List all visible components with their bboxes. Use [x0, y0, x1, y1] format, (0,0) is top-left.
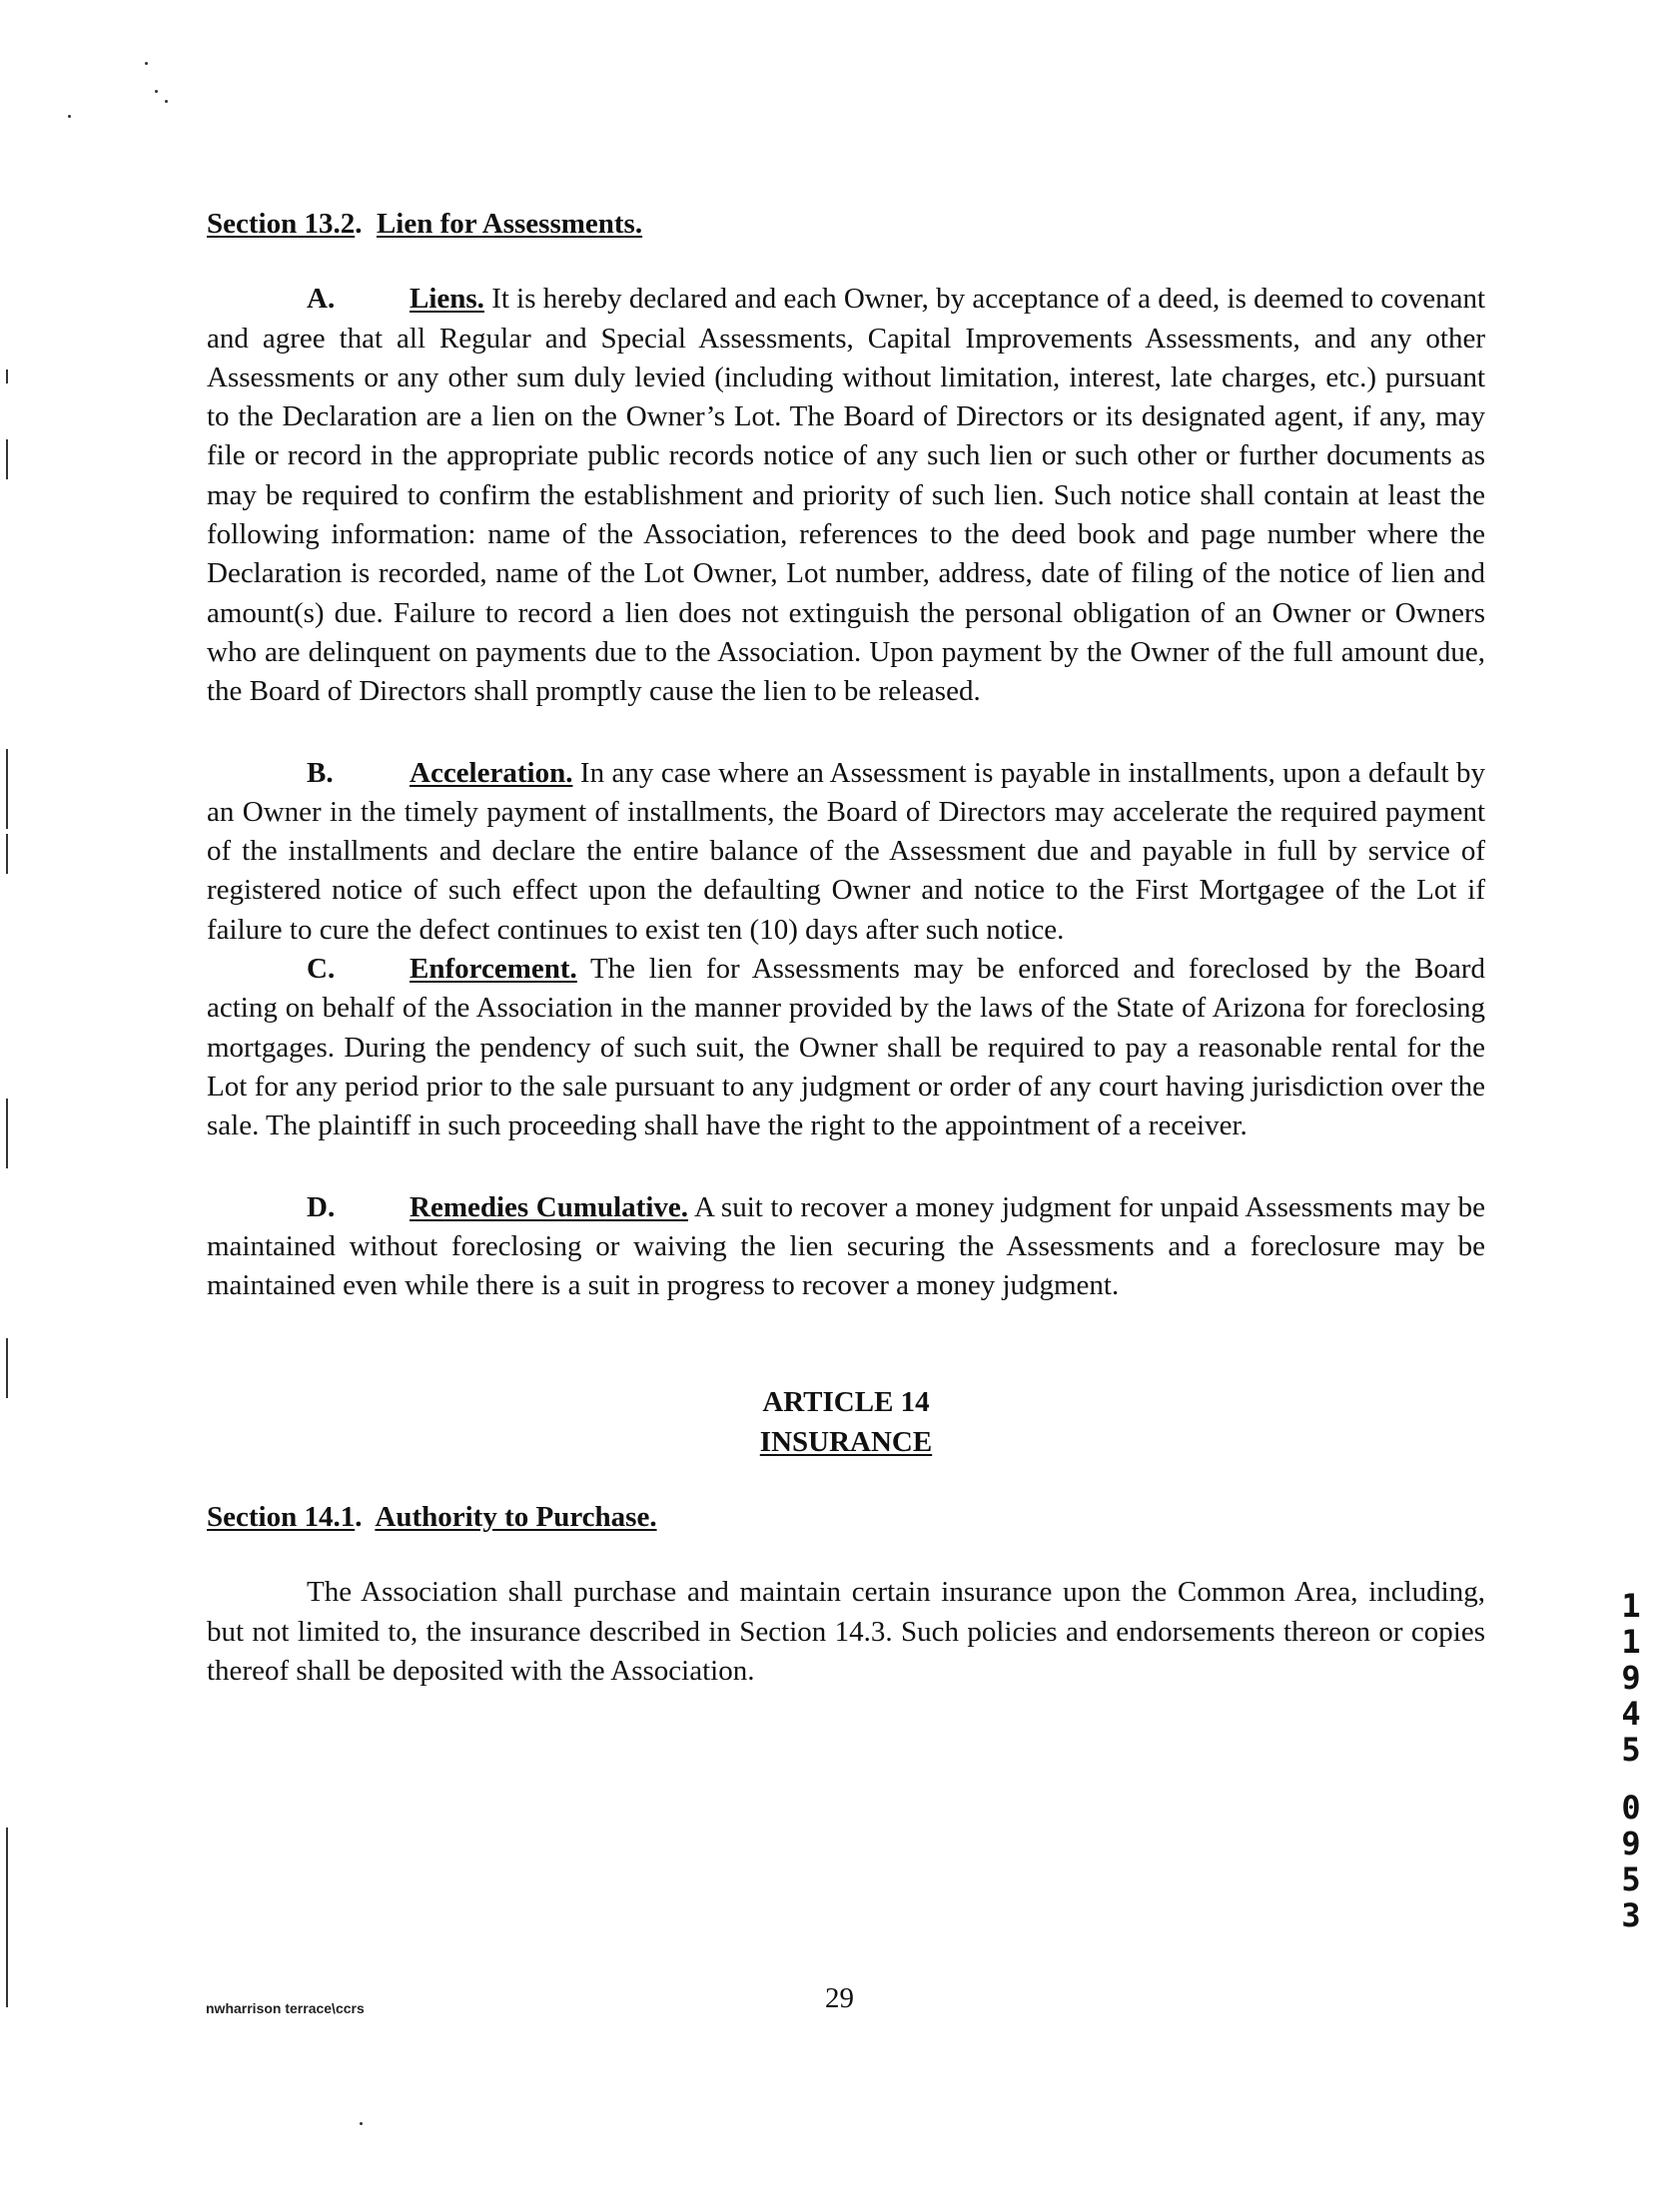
stamp-digit: 1 [1621, 1623, 1641, 1661]
article-number: ARTICLE 14 [762, 1386, 930, 1419]
scan-mark [6, 1099, 8, 1168]
paragraph-d-remedies [207, 1188, 1485, 1306]
paragraph-text: The lien for Assessments may be enforced and foreclosed by the Board acting on behalf of the Association in the manner provided by the laws of the State of Arizona for foreclosing mortgages. During the pendency of such suit, the Owner shall be required to pay a reasonable rental for the Lot for any period prior to the sale pursuant to any judgment or order of any court having jurisdiction over the sale. The plaintiff in such proceeding shall have the right to the appointment of a receiver. [207, 953, 1485, 1142]
paragraph-marker: D. [307, 1190, 336, 1223]
scan-dot [360, 2122, 363, 2125]
stamp-digit: 0 [1621, 1789, 1641, 1827]
scan-dot [145, 62, 148, 65]
scan-mark [6, 439, 8, 479]
stamp-digit: 3 [1621, 1896, 1641, 1934]
paragraph-text: It is hereby declared and each Owner, by acceptance of a deed, is deemed to covenant and agree that all Regular and Special Assessments, Capital Improvements Assessments, and any other Assessments or any other sum duly levied (including without limitation, interest, late charges, etc.) pursuant to the Declaration are a lien on the Owner’s Lot. The Board of Directors or its designated agent, if any, may file or record in the appropriate public records notice of any such lien or such other or further documents as may be required to confirm the establishment and priority of such lien. Such notice shall contain at least the following information: name of the Association, references to the deed book and page number where the Declaration is recorded, name of the Lot Owner, Lot number, address, date of filing of the notice of lien and amount(s) due. Failure to record a lien does not extinguish the personal obligation of an Owner or Owners who are delinquent on payments due to the Association. Upon payment by the Owner of the full amount due, the Board of Directors shall promptly cause the lien to be released. [207, 283, 1486, 708]
paragraph-label: Remedies Cumulative. [410, 1190, 689, 1223]
stamp-digit: 9 [1621, 1825, 1641, 1862]
article-14-heading [207, 1383, 1485, 1462]
scan-dot [68, 115, 71, 118]
paragraph-marker: A. [307, 283, 336, 316]
paragraph-label: Liens. [410, 283, 484, 316]
scan-dot [155, 90, 158, 93]
section-14-1-heading: Section 14.1. Authority to Purchase. [207, 1501, 657, 1534]
section-number: Section 13.2 [207, 208, 356, 240]
section-title: Authority to Purchase. [375, 1501, 657, 1534]
stamp-digit: 1 [1621, 1587, 1641, 1625]
stamp-digit: 4 [1621, 1695, 1641, 1733]
paragraph-c-enforcement [207, 950, 1485, 1145]
section-13-2-heading: Section 13.2. Lien for Assessments. [207, 208, 643, 240]
paragraph-label: Acceleration. [410, 756, 573, 789]
paragraph-marker: C. [307, 953, 336, 986]
article-title: INSURANCE [759, 1425, 933, 1458]
paragraph-text: A suit to recover a money judgment for unpaid Assessments may be maintained without foreclosing or waiving the lien securing the Assessments and a foreclosure may be maintained even while there is a suit in progress to recover a money judgment. [207, 1190, 1486, 1302]
scan-mark [6, 749, 8, 829]
scan-dot [165, 100, 168, 103]
document-body [207, 205, 1485, 1691]
paragraph-label: Enforcement. [410, 953, 577, 986]
scan-mark [6, 369, 8, 383]
paragraph-b-acceleration [207, 754, 1485, 950]
paragraph-a-liens [207, 280, 1485, 711]
section-title: Lien for Assessments. [376, 208, 643, 240]
footer-file-path: nwharrison terrace\ccrs [206, 2000, 365, 2016]
section-14-1-paragraph [207, 1573, 1485, 1691]
stamp-digit: 5 [1621, 1731, 1641, 1769]
section-number: Section 14.1 [207, 1501, 356, 1534]
paragraph-text: In any case where an Assessment is payable in installments, upon a default by an Owner in the timely payment of installments, the Board of Directors may accelerate the required payment of the installments and declare the entire balance of the Assessment due and payable in full by service of registered notice of such effect upon the defaulting Owner and notice to the First Mortgagee of the Lot if failure to cure the defect continues to exist ten (10) days after such notice. [207, 756, 1486, 946]
recording-stamp [1616, 1588, 1646, 1933]
paragraph-text: The Association shall purchase and maintain certain insurance upon the Common Area, including, but not limited to, the insurance described in Section 14.3. Such policies and endorsements thereon or copies thereof shall be deposited with the Association. [207, 1576, 1485, 1687]
scan-mark [6, 834, 8, 874]
scan-mark [6, 1338, 8, 1398]
stamp-digit: 5 [1621, 1860, 1641, 1898]
paragraph-marker: B. [307, 756, 334, 789]
scan-mark [6, 1828, 8, 2007]
stamp-digit: 9 [1621, 1659, 1641, 1697]
page-number: 29 [825, 1982, 854, 2014]
